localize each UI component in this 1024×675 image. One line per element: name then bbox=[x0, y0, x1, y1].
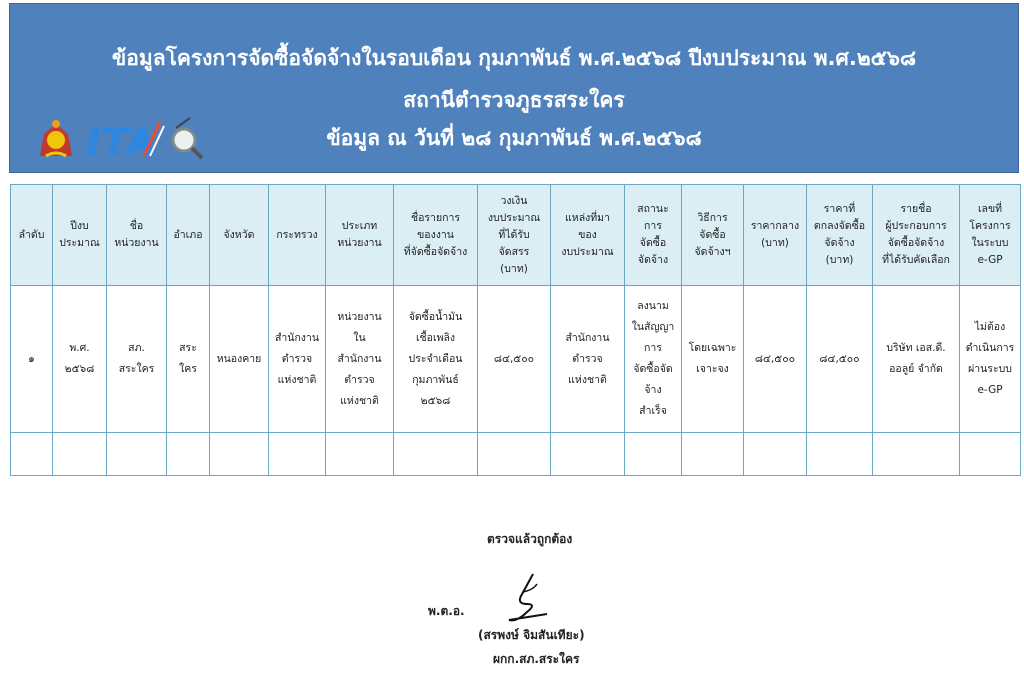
signer-rank: พ.ต.อ. bbox=[428, 604, 465, 618]
signer-position: ผกก.สภ.สระใคร bbox=[493, 652, 580, 666]
cell-line: แหล่งที่มา bbox=[565, 211, 610, 224]
cell-line: ประมาณ bbox=[59, 237, 100, 249]
procurement-table bbox=[10, 184, 1021, 476]
table-cell bbox=[394, 286, 478, 433]
column-header bbox=[478, 185, 551, 286]
cell-line: สภ. bbox=[128, 342, 145, 354]
table-cell bbox=[269, 286, 326, 433]
cell-line: ที่ได้รับ bbox=[498, 228, 530, 241]
table-cell-empty bbox=[53, 433, 107, 476]
cell-line: ลำดับ bbox=[18, 228, 45, 241]
header-title-line2: สถานีตำรวจภูธรสระใคร bbox=[403, 88, 625, 112]
table-cell bbox=[873, 286, 960, 433]
cell-line: ของงาน bbox=[417, 228, 454, 241]
cell-line: จัดจ้าง bbox=[637, 254, 669, 266]
column-header bbox=[167, 185, 210, 286]
cell-line: ๘๔,๕๐๐ bbox=[754, 352, 796, 365]
cell-line: (บาท) bbox=[825, 254, 854, 266]
cell-line: การ bbox=[644, 220, 662, 232]
column-header bbox=[53, 185, 107, 286]
cell-line: ปีงบ bbox=[70, 220, 89, 232]
table-cell bbox=[53, 286, 107, 433]
cell-line: ๘๔,๕๐๐ bbox=[819, 352, 860, 365]
cell-line: สำเร็จ bbox=[639, 405, 667, 417]
cell-line: หน่วยงาน bbox=[337, 237, 382, 249]
column-header bbox=[107, 185, 167, 286]
cell-line: e-GP bbox=[977, 384, 1003, 396]
table-cell bbox=[744, 286, 807, 433]
table-cell-empty bbox=[269, 433, 326, 476]
handwritten-signature bbox=[503, 570, 553, 626]
header-title-line1: ข้อมูลโครงการจัดซื้อจัดจ้างในรอบเดือน กุมภาพันธ์ พ.ศ.๒๕๖๘ ปีงบประมาณ พ.ศ.๒๕๖๘ bbox=[111, 46, 917, 70]
cell-line: จัดซื้อน้ำมัน bbox=[408, 310, 463, 323]
cell-line: ที่จัดซื้อจัดจ้าง bbox=[403, 245, 468, 258]
cell-line: ลงนาม bbox=[637, 300, 669, 312]
cell-line: รายชื่อ bbox=[900, 203, 932, 215]
cell-line: สระ bbox=[179, 342, 197, 354]
cell-line: หนองคาย bbox=[216, 352, 262, 365]
table-cell bbox=[551, 286, 625, 433]
table-cell-empty bbox=[107, 433, 167, 476]
table-cell-empty bbox=[210, 433, 269, 476]
cell-line: ออลูย์ จำกัด bbox=[889, 363, 943, 375]
cell-line: สำนักงาน bbox=[274, 331, 320, 344]
cell-line: จังหวัด bbox=[223, 228, 255, 241]
column-header bbox=[960, 185, 1021, 286]
cell-line: อำเภอ bbox=[173, 228, 203, 241]
column-header bbox=[394, 185, 478, 286]
cell-line: สำนักงาน bbox=[565, 331, 610, 344]
cell-line: จัดซื้อ bbox=[639, 237, 667, 249]
cell-line: ใคร bbox=[179, 363, 197, 375]
cell-line: หน่วยงาน bbox=[337, 310, 382, 323]
verified-label: ตรวจแล้วถูกต้อง bbox=[487, 532, 573, 546]
table-cell bbox=[682, 286, 744, 433]
cell-line: ราคากลาง bbox=[750, 220, 800, 232]
table-row-empty bbox=[11, 433, 1021, 476]
table-cell bbox=[167, 286, 210, 433]
cell-line: ในสัญญา bbox=[631, 321, 675, 333]
table-cell bbox=[11, 286, 53, 433]
cell-line: ที่ได้รับคัดเลือก bbox=[882, 254, 950, 266]
cell-line: ๒๕๖๘ bbox=[64, 363, 95, 375]
column-header bbox=[551, 185, 625, 286]
cell-line: เลขที่ bbox=[977, 203, 1003, 215]
table-cell-empty bbox=[807, 433, 873, 476]
cell-line: กระทรวง bbox=[276, 228, 318, 241]
cell-line: โดยเฉพาะ bbox=[688, 342, 737, 354]
table-cell bbox=[960, 286, 1021, 433]
table-header-row bbox=[11, 185, 1021, 286]
table-cell-empty bbox=[551, 433, 625, 476]
header-banner bbox=[9, 3, 1019, 173]
cell-line: เจาะจง bbox=[696, 363, 729, 375]
column-header bbox=[682, 185, 744, 286]
cell-line: หน่วยงาน bbox=[114, 237, 159, 249]
cell-line: จัดซื้อจัด bbox=[633, 363, 673, 375]
cell-line: พ.ศ. bbox=[69, 342, 90, 354]
cell-line: จัดสรร bbox=[498, 245, 530, 258]
column-header bbox=[744, 185, 807, 286]
cell-line: ตกลงจัดซื้อ bbox=[813, 220, 866, 232]
cell-line: ชื่อรายการ bbox=[410, 211, 460, 224]
cell-line: แห่งชาติ bbox=[277, 373, 317, 386]
cell-line: ไม่ต้อง bbox=[974, 321, 1006, 333]
cell-line: ตำรวจ bbox=[572, 352, 603, 365]
cell-line: งบประมาณ bbox=[487, 211, 541, 224]
cell-line: เชื้อเพลิง bbox=[415, 331, 456, 344]
cell-line: แห่งชาติ bbox=[568, 373, 607, 386]
cell-line: ราคาที่ bbox=[823, 203, 856, 215]
cell-line: ของ bbox=[578, 228, 597, 241]
cell-line: การ bbox=[644, 342, 662, 354]
cell-line: ดำเนินการ bbox=[965, 342, 1015, 354]
cell-line: กุมภาพันธ์ bbox=[412, 373, 459, 386]
column-header bbox=[326, 185, 394, 286]
column-header bbox=[269, 185, 326, 286]
table-cell-empty bbox=[394, 433, 478, 476]
header-title-line3: ข้อมูล ณ วันที่ ๒๘ กุมภาพันธ์ พ.ศ.๒๕๖๘ bbox=[326, 126, 702, 150]
cell-line: e-GP bbox=[977, 254, 1003, 266]
table-cell-empty bbox=[744, 433, 807, 476]
table-cell-empty bbox=[167, 433, 210, 476]
column-header bbox=[210, 185, 269, 286]
table-cell bbox=[807, 286, 873, 433]
cell-line: โครงการ bbox=[969, 220, 1011, 232]
cell-line: ตำรวจ bbox=[344, 373, 375, 386]
cell-line: ๑ bbox=[28, 352, 35, 365]
table-cell-empty bbox=[682, 433, 744, 476]
cell-line: สถานะ bbox=[637, 203, 669, 215]
table-cell-empty bbox=[625, 433, 682, 476]
table-cell bbox=[107, 286, 167, 433]
cell-line: ๒๕๖๘ bbox=[420, 394, 451, 407]
cell-line: งบประมาณ bbox=[561, 245, 614, 258]
cell-line: จัดจ้างฯ bbox=[694, 245, 731, 258]
cell-line: ตำรวจ bbox=[281, 352, 313, 365]
cell-line: วิธีการ bbox=[697, 211, 728, 224]
table-cell bbox=[326, 286, 394, 433]
table-cell-empty bbox=[326, 433, 394, 476]
table-cell bbox=[478, 286, 551, 433]
table-cell-empty bbox=[873, 433, 960, 476]
column-header bbox=[11, 185, 53, 286]
cell-line: ๘๔,๕๐๐ bbox=[493, 352, 535, 365]
cell-line: จ้าง bbox=[644, 384, 662, 396]
cell-line: ใน bbox=[353, 331, 366, 344]
cell-line: ในระบบ bbox=[971, 237, 1009, 249]
cell-line: บริษัท เอส.ดี. bbox=[886, 342, 946, 354]
column-header bbox=[807, 185, 873, 286]
cell-line: จัดจ้าง bbox=[824, 237, 855, 249]
table-cell-empty bbox=[960, 433, 1021, 476]
table-cell-empty bbox=[478, 433, 551, 476]
cell-line: (บาท) bbox=[500, 262, 528, 275]
cell-line: ผู้ประกอบการ bbox=[885, 220, 947, 232]
cell-line: แห่งชาติ bbox=[340, 394, 379, 407]
cell-line: ชื่อ bbox=[129, 220, 144, 232]
cell-line: สระใคร bbox=[118, 363, 155, 375]
cell-line: ประจำเดือน bbox=[408, 352, 463, 365]
cell-line: ประเภท bbox=[341, 220, 378, 232]
table-cell bbox=[625, 286, 682, 433]
table-cell bbox=[210, 286, 269, 433]
signer-name: (สรพงษ์ จิมสันเทียะ) bbox=[478, 628, 585, 642]
cell-line: จัดซื้อ bbox=[699, 228, 726, 241]
cell-line: ผ่านระบบ bbox=[968, 363, 1012, 375]
column-header bbox=[625, 185, 682, 286]
cell-line: วงเงิน bbox=[500, 194, 528, 207]
cell-line: (บาท) bbox=[761, 237, 789, 249]
column-header bbox=[873, 185, 960, 286]
cell-line: สำนักงาน bbox=[337, 352, 382, 365]
table-row bbox=[11, 286, 1021, 433]
cell-line: จัดซื้อจัดจ้าง bbox=[887, 237, 945, 249]
table-cell-empty bbox=[11, 433, 53, 476]
